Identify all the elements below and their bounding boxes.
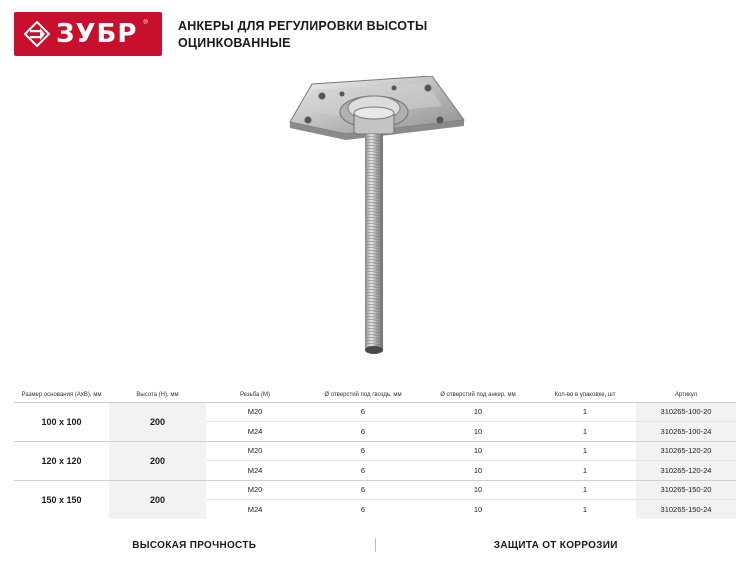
header-pack-qty: Кол-во в упаковке, шт bbox=[554, 391, 616, 398]
cell-article: 310265-100-20 bbox=[636, 402, 736, 422]
cell-pack-qty: 1 bbox=[534, 422, 636, 442]
trademark-mark: ® bbox=[143, 20, 148, 26]
cell-article: 310265-150-24 bbox=[636, 500, 736, 520]
table-row bbox=[14, 402, 736, 422]
cell-nail-hole: 6 bbox=[304, 441, 422, 461]
header-nail-hole: Ø отверстий под гвоздь, мм bbox=[324, 391, 402, 398]
cell-anchor-hole: 10 bbox=[422, 422, 534, 442]
cell-base-size: 150 х 150 bbox=[14, 480, 109, 519]
cell-height: 200 bbox=[109, 402, 206, 441]
cell-article: 310265-120-20 bbox=[636, 441, 736, 461]
cell-pack-qty: 1 bbox=[534, 500, 636, 520]
table-row bbox=[14, 441, 736, 461]
cell-height: 200 bbox=[109, 480, 206, 519]
cell-article: 310265-100-24 bbox=[636, 422, 736, 442]
cell-nail-hole: 6 bbox=[304, 402, 422, 422]
cell-thread: М24 bbox=[206, 500, 304, 520]
cell-pack-qty: 1 bbox=[534, 402, 636, 422]
cell-height: 200 bbox=[109, 441, 206, 480]
header-article: Артикул bbox=[674, 391, 698, 398]
cell-thread: М24 bbox=[206, 422, 304, 442]
cell-article: 310265-150-20 bbox=[636, 480, 736, 500]
header-base-size: Размер основания (АхВ), мм bbox=[21, 391, 102, 398]
brand-name: ЗУБР bbox=[56, 19, 138, 49]
feature-corrosion: ЗАЩИТА ОТ КОРРОЗИИ bbox=[493, 539, 618, 551]
cell-pack-qty: 1 bbox=[534, 480, 636, 500]
cell-pack-qty: 1 bbox=[534, 441, 636, 461]
cell-nail-hole: 6 bbox=[304, 461, 422, 481]
cell-anchor-hole: 10 bbox=[422, 461, 534, 481]
header-anchor-hole: Ø отверстий под анкер, мм bbox=[440, 391, 516, 398]
cell-thread: М20 bbox=[206, 441, 304, 461]
title-line-1: АНКЕРЫ ДЛЯ РЕГУЛИРОВКИ ВЫСОТЫ bbox=[178, 19, 428, 33]
page-title bbox=[178, 18, 427, 52]
brand-logo bbox=[14, 12, 162, 56]
cell-nail-hole: 6 bbox=[304, 422, 422, 442]
features-bar bbox=[14, 530, 736, 560]
cell-thread: М24 bbox=[206, 461, 304, 481]
cell-thread: М20 bbox=[206, 402, 304, 422]
cell-thread: М20 bbox=[206, 480, 304, 500]
header-height: Высота (Н), мм bbox=[136, 391, 179, 398]
title-line-2: ОЦИНКОВАННЫЕ bbox=[178, 36, 291, 50]
cell-anchor-hole: 10 bbox=[422, 480, 534, 500]
table-row bbox=[14, 480, 736, 500]
cell-pack-qty: 1 bbox=[534, 461, 636, 481]
feature-strength: ВЫСОКАЯ ПРОЧНОСТЬ bbox=[132, 539, 257, 551]
cell-base-size: 120 х 120 bbox=[14, 441, 109, 480]
cell-anchor-hole: 10 bbox=[422, 500, 534, 520]
product-image bbox=[282, 76, 472, 361]
header-thread: Резьба (М) bbox=[239, 391, 271, 398]
cell-nail-hole: 6 bbox=[304, 500, 422, 520]
cell-anchor-hole: 10 bbox=[422, 402, 534, 422]
cell-nail-hole: 6 bbox=[304, 480, 422, 500]
zubr-logo-icon bbox=[24, 21, 50, 47]
table-header-row bbox=[14, 388, 736, 402]
cell-article: 310265-120-24 bbox=[636, 461, 736, 481]
cell-anchor-hole: 10 bbox=[422, 441, 534, 461]
specs-table bbox=[14, 388, 736, 519]
cell-base-size: 100 х 100 bbox=[14, 402, 109, 441]
